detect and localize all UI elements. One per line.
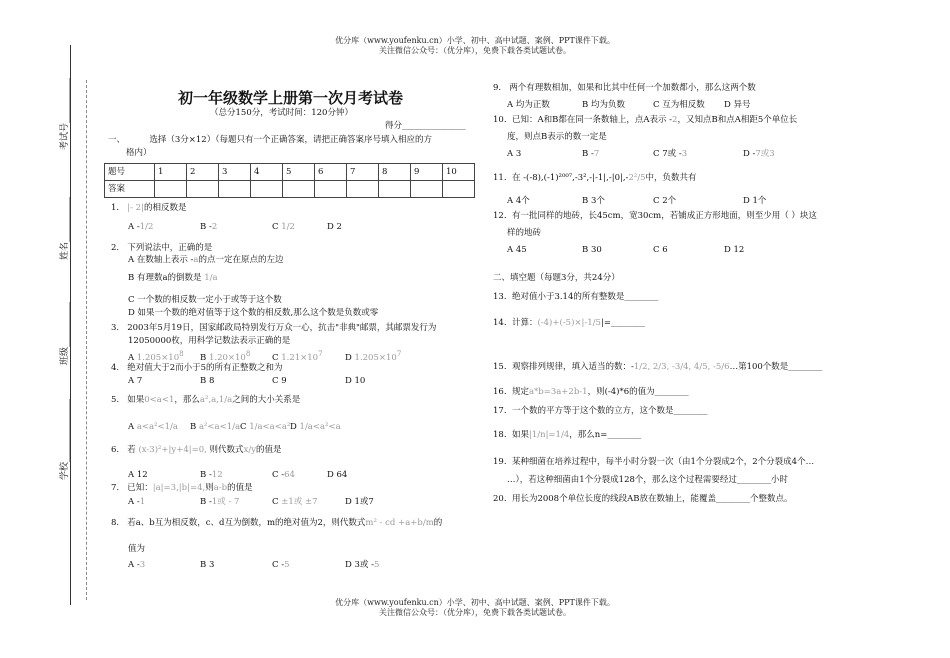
q2-option-a: A 在数轴上表示 -a的点一定在原点的左边 — [128, 255, 284, 265]
q7-option-c: C ±1或 ±7 — [272, 497, 318, 507]
q6-option-d: D 64 — [327, 470, 348, 480]
q1-option-b: B -2 — [200, 222, 218, 232]
q11-option-a: A 4个 — [507, 196, 530, 206]
answer-cell[interactable] — [443, 181, 475, 198]
q12-option-c: C 6 — [653, 245, 668, 255]
q12-stem: 12. 有一批同样的地砖，长45cm，宽30cm，若铺成正方形地面，则至少用（ ）块这 — [493, 211, 817, 221]
q5-option-c: C 1/a<a<a² — [240, 422, 291, 432]
table-cell: 10 — [443, 164, 475, 181]
q9-option-a: A 均为正数 — [507, 100, 550, 110]
score-field[interactable]: 得分_______________ — [385, 121, 466, 131]
table-cell: 题号 — [105, 164, 155, 181]
q19-stem: 19. 某种细菌在培养过程中，每半小时分裂一次（由1个分裂成2个，2个分裂成4个… — [493, 457, 815, 467]
q10-option-b: B -7 — [582, 149, 600, 159]
answer-cell[interactable] — [187, 181, 219, 198]
q1-option-c: C 1/2 — [272, 222, 295, 232]
table-cell: 3 — [219, 164, 251, 181]
answer-cell[interactable] — [379, 181, 411, 198]
answer-cell[interactable] — [411, 181, 443, 198]
q6-option-c: C -64 — [272, 470, 295, 480]
q8-stem-cont: 值为 — [128, 544, 146, 554]
q7-option-d: D 1或7 — [345, 497, 374, 507]
footer-line-1: 优分库（www.youfenku.cn）小学、初中、高中试题、案例、PPT课件下载。 — [335, 598, 615, 607]
q5-option-d: D 1/a<a²<a — [290, 422, 341, 432]
q8-option-a: A -3 — [128, 560, 146, 570]
table-cell: 7 — [347, 164, 379, 181]
answer-cell[interactable] — [219, 181, 251, 198]
q18-stem: 18. 如果|1/n|=1/4，那么n=________ — [493, 430, 642, 440]
section1-header-cont: 格内） — [126, 148, 152, 158]
q8-option-b: B 3 — [200, 560, 215, 570]
q9-option-d: D 异号 — [724, 100, 751, 110]
q17-stem: 17. 一个数的平方等于这个数的立方，这个数是________ — [493, 406, 708, 416]
header-line-1: 优分库（www.youfenku.cn）小学、初中、高中试题、案例、PPT课件下载。 — [335, 36, 615, 45]
answer-table — [104, 163, 475, 198]
q14-stem: 14. 计算：(-4)+(-5)×|-1/5|=________ — [493, 318, 645, 328]
answer-cell[interactable] — [155, 181, 187, 198]
q3-option-a: A $1.205\times 10^8$ — [128, 349, 184, 363]
q12-stem-cont: 样的地砖 — [507, 228, 542, 238]
q5-option-b: B a²<a<1/a — [190, 422, 241, 432]
table-cell: 4 — [251, 164, 283, 181]
side-name: 姓名__________ — [60, 196, 70, 260]
q4-option-c: C 9 — [272, 376, 287, 386]
q1-options: A -1/2 — [128, 222, 154, 232]
q2-option-d: D 如果一个数的绝对值等于这个数的相反数,那么这个数是负数或零 — [128, 308, 379, 318]
table-cell: 2 — [187, 164, 219, 181]
table-cell: 答案 — [105, 181, 155, 198]
table-cell: 5 — [283, 164, 315, 181]
q11-option-d: D 1个 — [743, 196, 767, 206]
table-cell: 1 — [155, 164, 187, 181]
binding-dash-line — [86, 80, 87, 600]
q10-stem-cont: 度，则点B表示的数一定是 — [507, 132, 607, 142]
q8-option-c: C -5 — [272, 560, 290, 570]
section1-header: 一、 选择（3分×12）（每题只有一个正确答案，请把正确答案序号填入相应的方 — [108, 135, 432, 145]
q4-option-d: D 10 — [345, 376, 366, 386]
q3-option-d: D $1.205\times 10^7$ — [345, 349, 402, 363]
table-cell: 9 — [411, 164, 443, 181]
answer-cell[interactable] — [347, 181, 379, 198]
q2-stem: 2. 下列说法中，正确的是 — [111, 243, 213, 253]
subtitle: （总分150分，考试时间：120分钟） — [210, 108, 353, 118]
table-cell: 6 — [315, 164, 347, 181]
q20-stem: 20. 用长为2008个单位长度的线段AB放在数轴上，能覆盖________个整数点。 — [493, 494, 793, 504]
q1-option-d: D 2 — [327, 222, 342, 232]
q8-option-d: D 3或 -5 — [345, 560, 380, 570]
q4-option-a: A 7 — [128, 376, 143, 386]
q3-option-b: B $1.20\times 10^8$ — [200, 349, 251, 363]
table-row-answers — [105, 181, 475, 198]
q6-option-b: B -12 — [200, 470, 223, 480]
side-exam-no: 考试号__________ — [60, 77, 70, 150]
q7-stem: 7. 已知：|a|=3,|b|=4,则a-b的值是 — [111, 483, 253, 493]
table-cell: 8 — [379, 164, 411, 181]
q16-stem: 16. 规定a*b=3a+2b-1，则(-4)*6的值为________ — [493, 387, 689, 397]
q13-stem: 13. 绝对值小于3.14的所有整数是________ — [493, 292, 659, 302]
q12-option-d: D 12 — [724, 245, 745, 255]
q4-stem: 4. 绝对值大于2而小于5的所有正整数之和为 — [111, 363, 283, 373]
footer-line-2: 关注微信公众号：（优分库），免费下载各类试题试卷。 — [379, 608, 571, 617]
q3-stem: 3. 2003年5月19日，国家邮政局特别发行万众一心，抗击"非典"邮票，其邮票发行为 — [111, 323, 437, 333]
q10-option-d: D -7或3 — [743, 149, 775, 159]
q3-option-c: C $1.21\times 10^7$ — [272, 349, 323, 363]
side-school: 学校______________ — [60, 398, 70, 480]
q9-option-b: B 均为负数 — [582, 100, 625, 110]
section2-header: 二、填空题（每题3分，共24分） — [493, 273, 620, 283]
q15-stem: 15. 观察排列规律，填入适当的数：-1/2, 2/3, -3/4, 4/5, -5/6…第100个数是________ — [493, 362, 823, 372]
q7-option-b: B -1或 - 7 — [200, 497, 240, 507]
q11-option-b: B 3个 — [582, 196, 605, 206]
q2-option-c: C 一个数的相反数一定小于或等于这个数 — [128, 295, 282, 305]
q19-stem-cont: …），若这种细菌由1个分裂成128个，那么这个过程需要经过________小时 — [507, 475, 788, 485]
q5-option-a: A a<a²<1/a — [128, 422, 178, 432]
answer-cell[interactable] — [315, 181, 347, 198]
q5-stem: 5. 如果0<a<1，那么a²,a,1/a之间的大小关系是 — [111, 395, 301, 405]
q4-option-b: B 8 — [200, 376, 215, 386]
q11-option-c: C 2个 — [653, 196, 677, 206]
q3-stem-cont: 12050000枚，用科学记数法表示正确的是 — [128, 336, 291, 346]
q9-option-c: C 互为相反数 — [653, 100, 705, 110]
q7-option-a: A -1 — [128, 497, 146, 507]
q2-option-b: B 有理数a的倒数是 1/a — [128, 273, 218, 283]
q1-stem: 1. |- 2|的相反数是 — [111, 203, 187, 213]
header-line-2: 关注微信公众号：（优分库），免费下载各类试题试卷。 — [379, 46, 571, 55]
q11-stem: 11. 在 -(-8),(-1)²⁰⁰⁷,-3²,-|-1|,-|0|,-2²/5中，负数共有 — [493, 173, 697, 183]
answer-cell[interactable] — [251, 181, 283, 198]
side-class: 班级__________ — [60, 301, 70, 365]
q8-stem: 8. 若a、b互为相反数，c、d互为倒数，m的绝对值为2，则代数式m² - cd +a+b/m的 — [111, 518, 443, 528]
q10-option-c: C 7或 -3 — [653, 149, 688, 159]
q6-option-a: A 12 — [128, 470, 148, 480]
page-title: 初一年级数学上册第一次月考试卷 — [178, 89, 404, 107]
q12-option-a: A 45 — [507, 245, 527, 255]
q12-option-b: B 30 — [582, 245, 602, 255]
q6-stem: 6. 若 (x-3)²+|y+4|=0, 则代数式x/y的值是 — [111, 445, 282, 455]
q9-stem: 9. 两个有理数相加，如果和比其中任何一个加数都小，那么这两个数 — [493, 83, 756, 93]
q10-stem: 10. 已知：A和B都在同一条数轴上，点A表示 -2，又知点B和点A相距5个单位长 — [493, 115, 798, 125]
table-row-numbers — [105, 164, 475, 181]
answer-cell[interactable] — [283, 181, 315, 198]
q10-option-a: A 3 — [507, 149, 522, 159]
